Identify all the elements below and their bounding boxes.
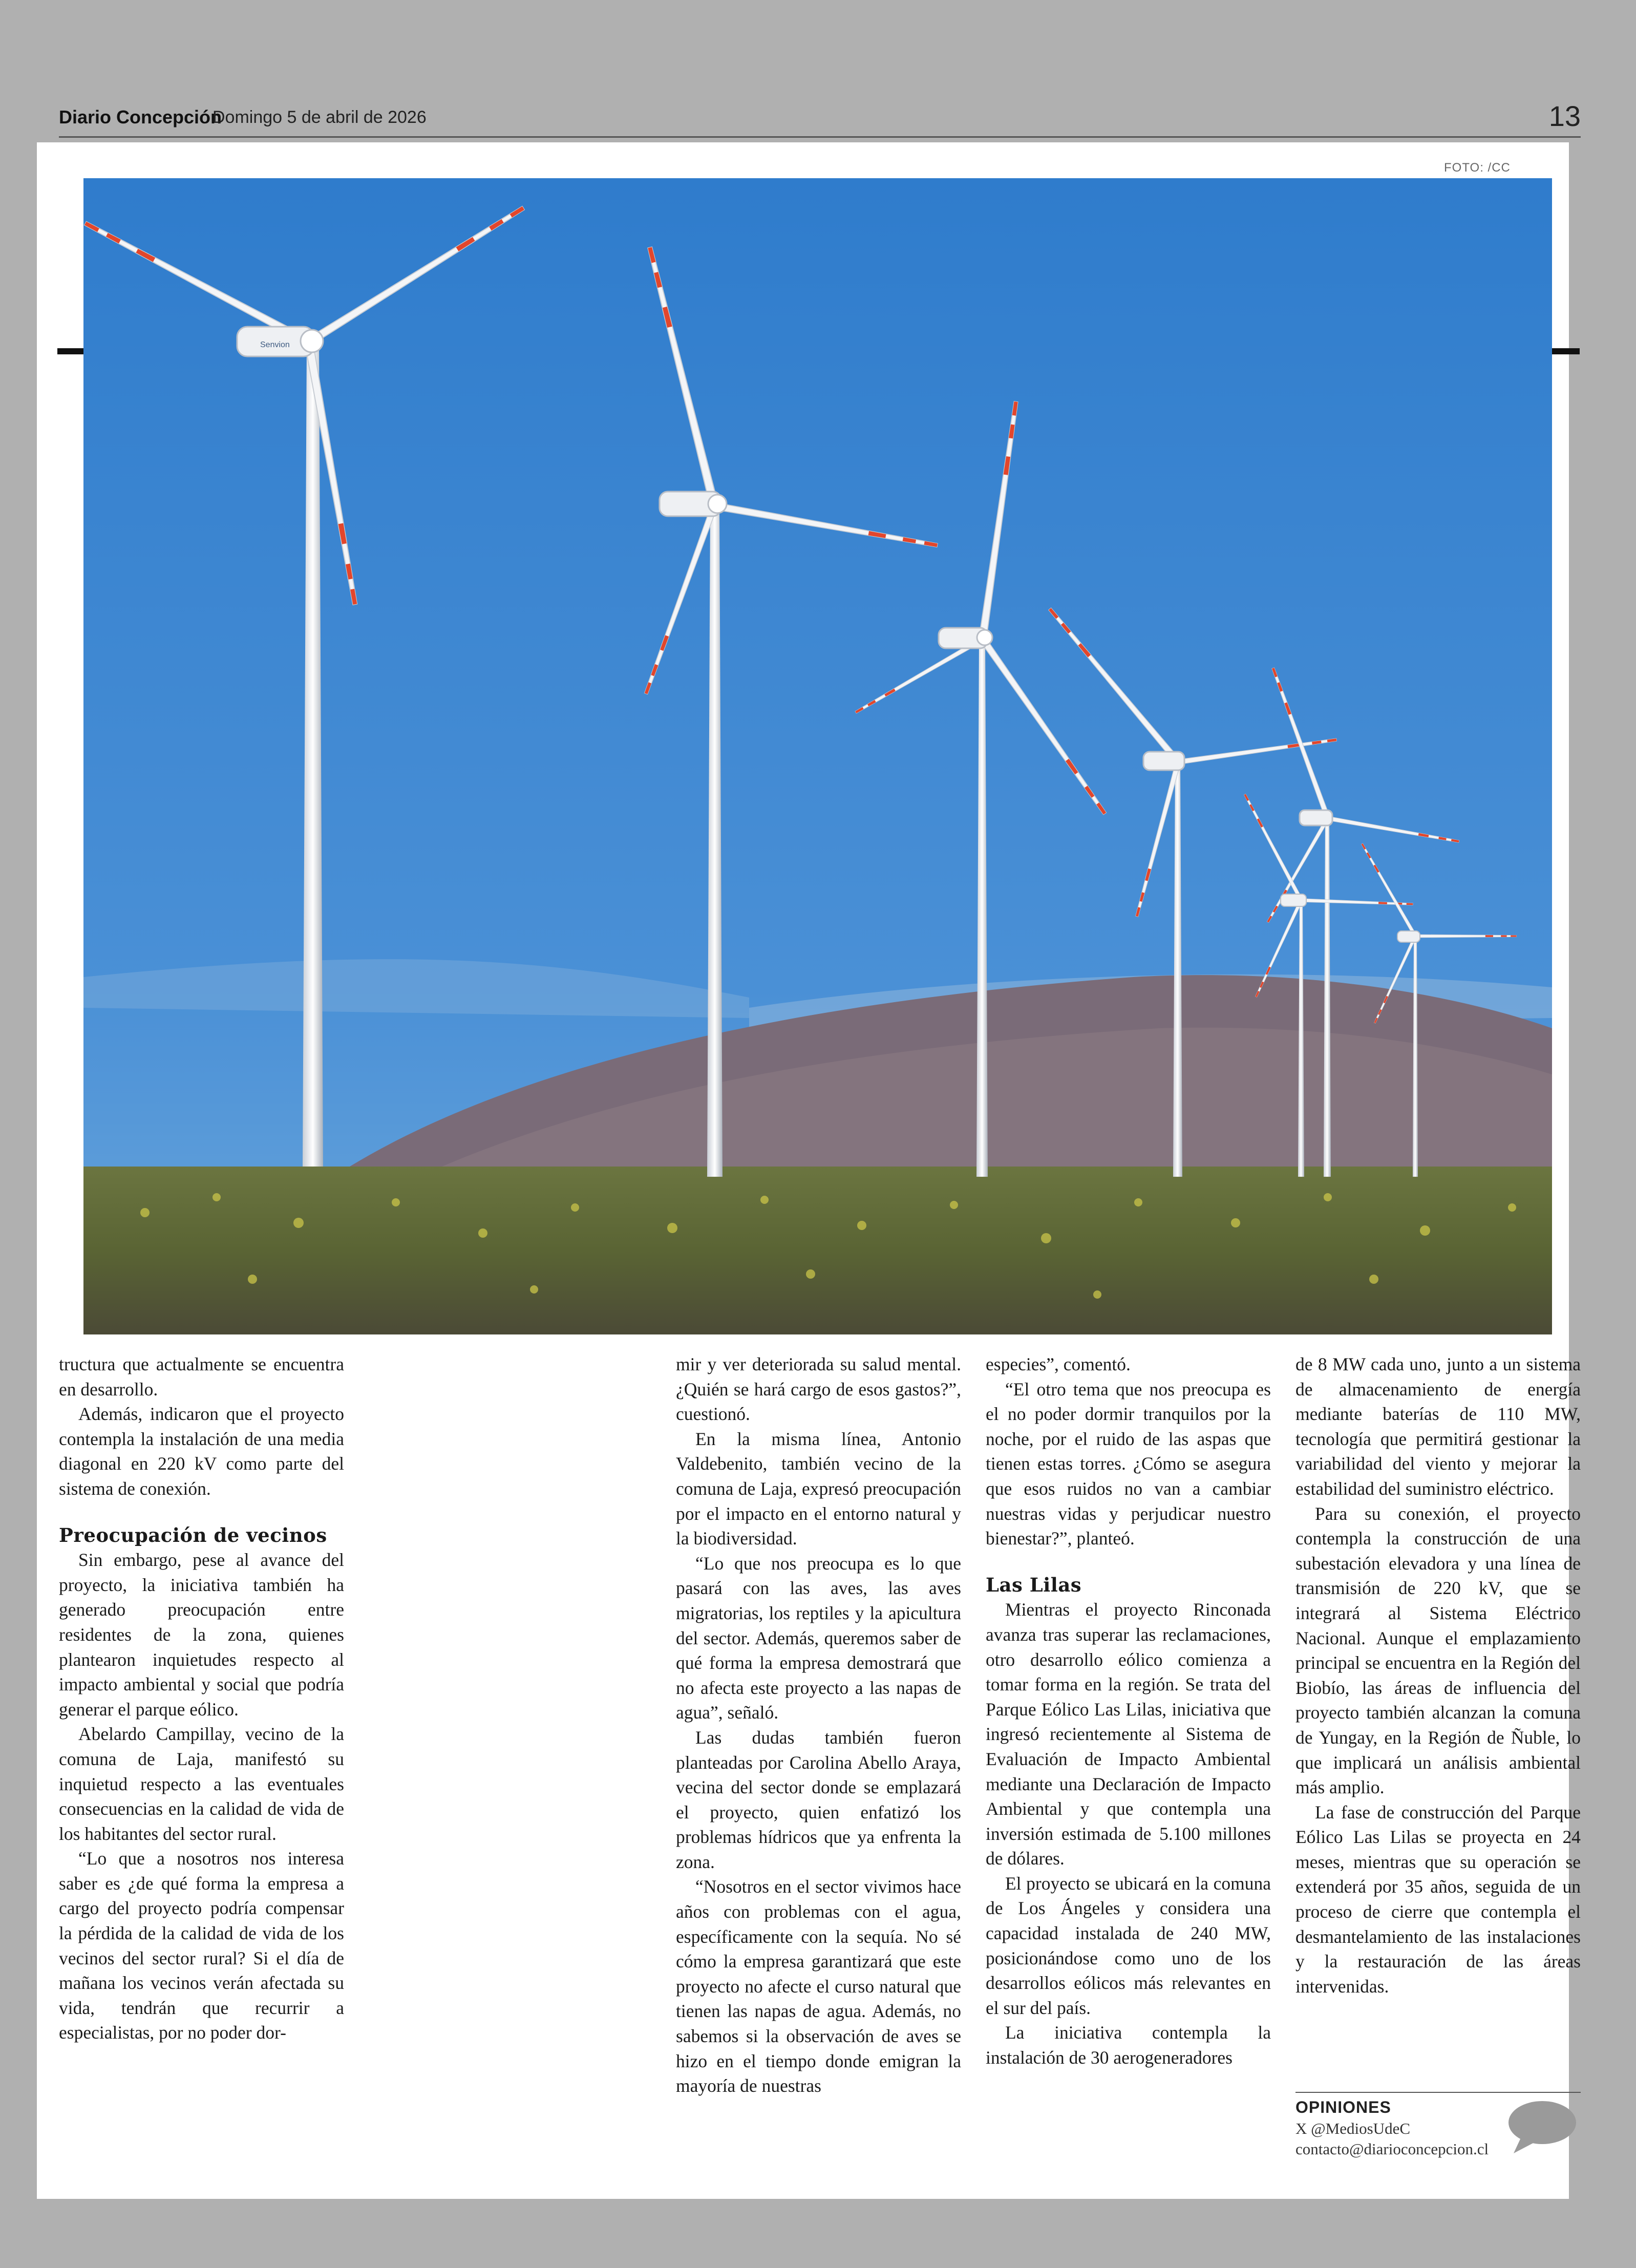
paragraph: La fase de construcción del Parque Eólico Las Lilas se proyecta en 24 meses, mientras que su operación se extenderá por 35 años, seguida de un proceso de cierre que contempla el desmantelamiento de las instalaciones y la restauración de las áreas intervenidas. (1295, 1801, 1581, 1997)
article-column-1 (59, 1352, 344, 2045)
article-column-2 (676, 1352, 961, 2099)
speech-bubble-icon (1505, 2098, 1577, 2157)
wind-farm-photo (83, 178, 1552, 1334)
paragraph: Mientras el proyecto Rinconada avanza tras superar las reclamaciones, otro desarrollo eólico comienza a tomar forma en la región. Se trata del Parque Eólico Las Lilas, iniciativa que ingresó recientemente al Sistema de Evaluación de Impacto Ambiental mediante una Declaración de Impacto Ambiental y que contempla una inversión estimada de 5.100 millones de dólares. (986, 1599, 1271, 1869)
paragraph: “Lo que nos preocupa es lo que pasará con las aves, las aves migratorias, los reptiles y la apicultura del sector. Además, queremos saber de qué forma la empresa demostrará que no afecta este proyecto a las napas de agua”, señaló. (676, 1553, 961, 1723)
paragraph: La iniciativa contempla la instalación de 30 aerogeneradores (986, 2022, 1271, 2068)
paragraph: especies”, comentó. (986, 1354, 1131, 1374)
paragraph: El proyecto se ubicará en la comuna de Los Ángeles y considera una capacidad instalada de 240 MW, posicionándose como uno de los desarrollos eólicos más relevantes en el sur del país. (986, 1873, 1271, 2018)
paragraph: de 8 MW cada uno, junto a un sistema de almacenamiento de energía mediante baterías de 110 MW, tecnología que permitirá gestionar la variabilidad del viento y mejorar la estabilidad del suministro eléctrico. (1295, 1354, 1581, 1499)
opinion-title: OPINIONES (1295, 2098, 1391, 2116)
paragraph: Abelardo Campillay, vecino de la comuna de Laja, manifestó su inquietud respecto a las eventuales consecuencias en la calidad de vida de los habitantes del sector rural. (59, 1724, 344, 1844)
article-column-4 (1295, 1352, 1581, 1999)
paragraph: Además, indicaron que el proyecto contempla la instalación de una media diagonal en 220 kV como parte del sistema de conexión. (59, 1404, 344, 1499)
paragraph: “El otro tema que nos preocupa es el no poder dormir tranquilos por la noche, por el ruido de las aspas que tienen estas torres. ¿Cómo se asegura que esos ruidos no van a cambiar nuestras vidas y perjudicar nuestro bienestar?”, planteó. (986, 1379, 1271, 1549)
photo-credit: FOTO: /CC (1444, 161, 1511, 175)
article-column-3 (986, 1352, 1271, 2070)
page-header (59, 101, 1581, 138)
nacelle-logo: Senvion (260, 341, 290, 349)
social-handle[interactable]: X @MediosUdeC (1295, 2119, 1411, 2137)
paragraph: mir y ver deteriorada su salud mental. ¿Quién se hará cargo de esos gastos?”, cuestionó. (676, 1354, 961, 1425)
paragraph: Para su conexión, el proyecto contempla la construcción de una subestación elevadora y una línea de transmisión de 220 kV, que se integrará al Sistema Eléctrico Nacional. Aunque el emplazamiento principal se encuentra en la Región del Biobío, las áreas de influencia del proyecto también alcanzan la comuna de Yungay, en la Región de Ñuble, lo que implicará un análisis ambiental más amplio. (1295, 1503, 1581, 1798)
paragraph: Las dudas también fueron planteadas por Carolina Abello Araya, vecina del sector donde se emplazará el proyecto, quien enfatizó los problemas hídricos que ya enfrenta la zona. (676, 1727, 961, 1872)
paragraph: “Nosotros en el sector vivimos hace años con problemas con el agua, específicamente con la sequía. No sé cómo la empresa garantizará que este proyecto no afecte el curso natural que tienen las napas de agua. Además, no sabemos si la observación de aves se hizo en el tiempo donde emigran la mayoría de nuestras (676, 1876, 961, 2096)
paragraph: tructura que actualmente se encuentra en desarrollo. (59, 1354, 344, 1400)
contact-email[interactable]: contacto@diarioconcepcion.cl (1295, 2140, 1489, 2158)
subheading: Preocupación de vecinos (59, 1523, 327, 1546)
opinion-box (1295, 2092, 1581, 2159)
page-number: 13 (1548, 100, 1581, 132)
publication-date: Domingo 5 de abril de 2026 (213, 108, 427, 127)
right-section-rule (1552, 348, 1580, 354)
subheading: Las Lilas (986, 1573, 1082, 1596)
paragraph: En la misma línea, Antonio Valdebenito, también vecino de la comuna de Laja, expresó preocupación por el impacto en el entorno natural y la biodiversidad. (676, 1428, 961, 1549)
newspaper-name: Diario Concepción (59, 107, 222, 128)
wind-farm-illustration (83, 178, 1552, 1334)
left-section-rule (57, 348, 84, 354)
field (83, 1167, 1552, 1334)
paragraph: “Lo que a nosotros nos interesa saber es ¿de qué forma la empresa a cargo del proyecto podría compensar la pérdida de la calidad de vida de los vecinos del sector rural? Si el día de mañana los vecinos verán afectada su vida, tendrán que recurrir a especialistas, por no poder dor- (59, 1848, 344, 2043)
paragraph: Sin embargo, pese al avance del proyecto, la iniciativa también ha generado preocupación entre residentes de la zona, quienes plantearon inquietudes respecto al impacto ambiental y social que podría generar el parque eólico. (59, 1550, 344, 1720)
